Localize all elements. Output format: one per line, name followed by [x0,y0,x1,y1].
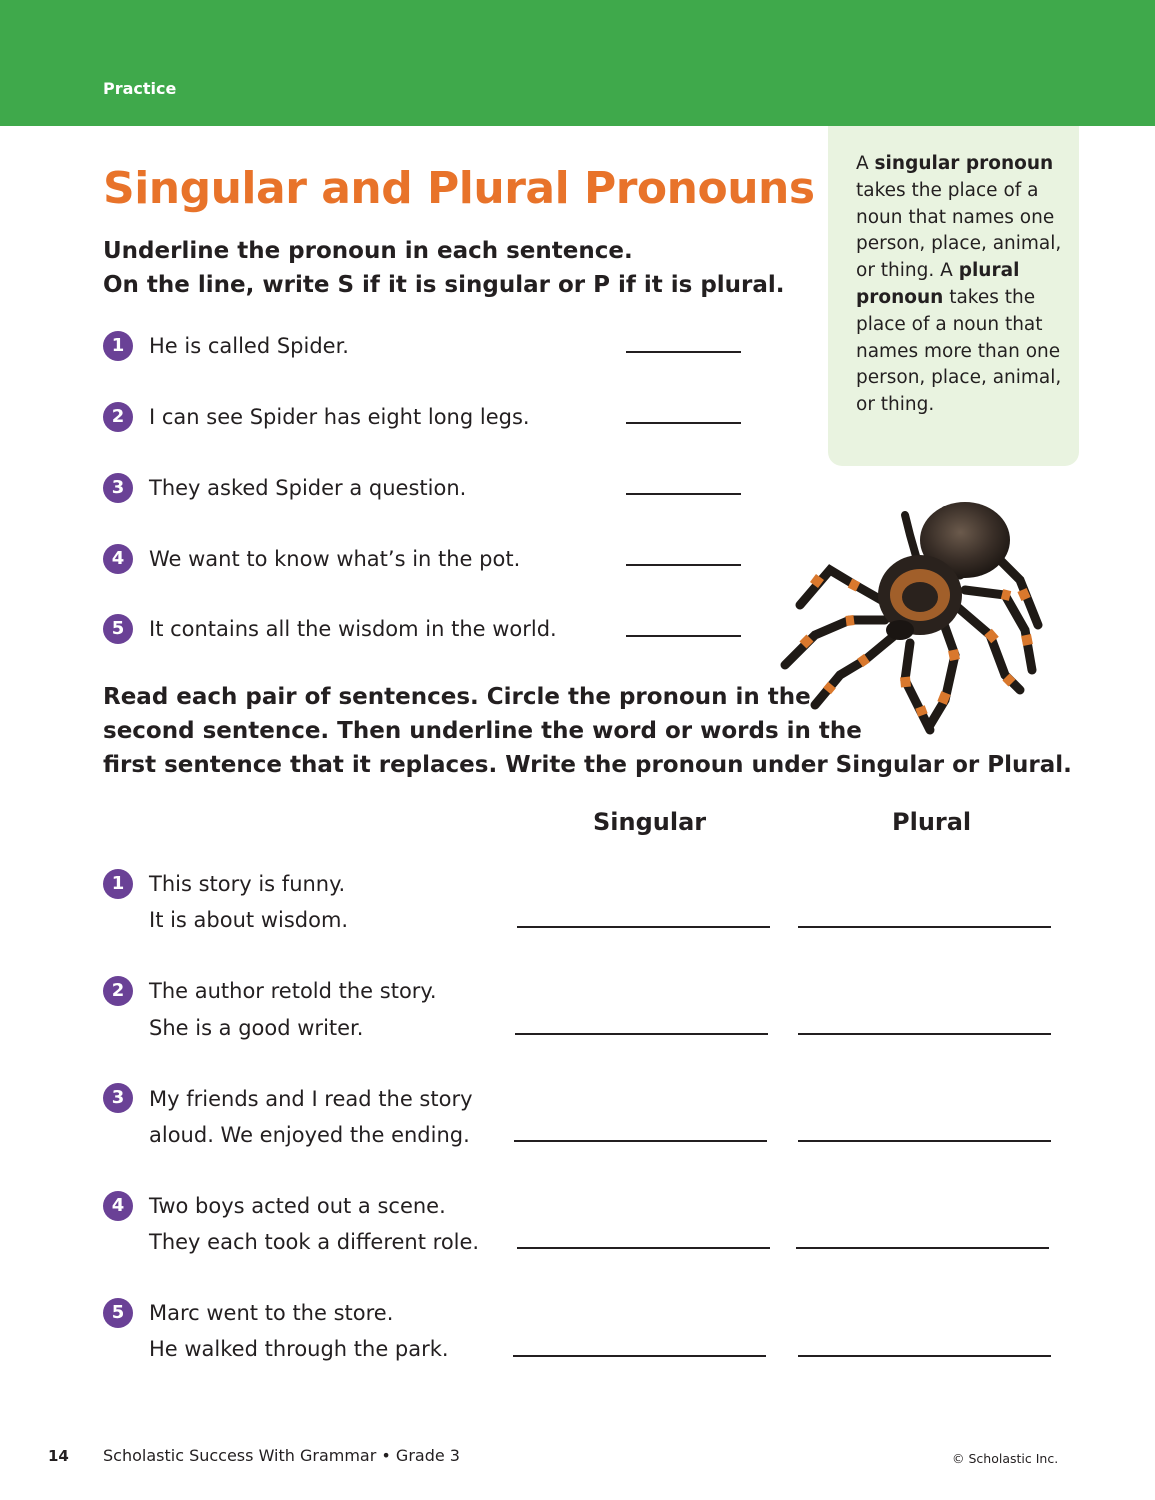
sentence-first: The author retold the story. [149,979,437,1003]
term-plural-pronoun: plural pronoun [856,260,1020,308]
item-number-badge: 2 [103,402,133,432]
page-number: 14 [48,1447,69,1465]
column-header-singular: Singular [593,808,707,836]
answer-line[interactable] [626,493,741,495]
answer-line[interactable] [626,422,741,424]
item-number-badge: 4 [103,1191,133,1221]
instruction-line: second sentence. Then underline the word or words in the [103,718,862,744]
sentence: He is called Spider. [149,334,349,358]
item-number-badge: 3 [103,1083,133,1113]
item-number-badge: 5 [103,614,133,644]
sentence-second: She is a good writer. [149,1016,364,1040]
sentence-second: They each took a different role. [149,1230,480,1254]
copyright: © Scholastic Inc. [952,1451,1059,1466]
definition-fragment: takes the place of a noun that names more than one person, place, animal, or thing. [856,286,1062,416]
column-header-plural: Plural [892,808,972,836]
sentence-first: My friends and I read the story [149,1087,473,1111]
item-number-badge: 4 [103,544,133,574]
singular-answer-line[interactable] [514,1140,767,1142]
sentence: They asked Spider a question. [149,476,467,500]
sentence-first: Two boys acted out a scene. [149,1194,446,1218]
instruction-line: first sentence that it replaces. Write the pronoun under Singular or Plural. [103,752,1072,778]
item-number-badge: 3 [103,473,133,503]
sentence-second: He walked through the park. [149,1337,449,1361]
sentence: I can see Spider has eight long legs. [149,405,530,429]
item-number-badge: 1 [103,869,133,899]
singular-answer-line[interactable] [513,1355,766,1357]
term-singular-pronoun: singular pronoun [874,153,1054,174]
sentence: We want to know what’s in the pot. [149,547,521,571]
item-number-badge: 2 [103,976,133,1006]
answer-line[interactable] [626,635,741,637]
answer-line[interactable] [626,564,741,566]
singular-answer-line[interactable] [517,1247,770,1249]
page-title: Singular and Plural Pronouns [103,163,815,214]
singular-answer-line[interactable] [515,1033,768,1035]
definition-box [828,126,1079,466]
item-number-badge: 5 [103,1298,133,1328]
definition-fragment: takes the place of a noun that names one person, place, animal, or thing. A [856,179,1062,282]
sentence-second: It is about wisdom. [149,908,349,932]
definition-text [856,151,1081,419]
sentence: It contains all the wisdom in the world. [149,617,557,641]
instruction-line: Underline the pronoun in each sentence. [103,238,633,264]
instructions-part1 [103,234,785,302]
plural-answer-line[interactable] [798,1140,1051,1142]
instruction-line: On the line, write S if it is singular or P if it is plural. [103,272,785,298]
plural-answer-line[interactable] [798,1355,1051,1357]
sentence-first: This story is funny. [149,872,346,896]
sentence-first: Marc went to the store. [149,1301,394,1325]
definition-fragment: A [856,153,875,174]
plural-answer-line[interactable] [798,1033,1051,1035]
section-label: Practice [103,79,177,98]
sentence-second: aloud. We enjoyed the ending. [149,1123,470,1147]
header-bar [0,0,1155,126]
instructions-part2 [103,680,1072,782]
answer-line[interactable] [626,351,741,353]
plural-answer-line[interactable] [796,1247,1049,1249]
book-title: Scholastic Success With Grammar • Grade 3 [103,1446,460,1465]
plural-answer-line[interactable] [798,926,1051,928]
item-number-badge: 1 [103,331,133,361]
singular-answer-line[interactable] [517,926,770,928]
instruction-line: Read each pair of sentences. Circle the pronoun in the [103,684,811,710]
